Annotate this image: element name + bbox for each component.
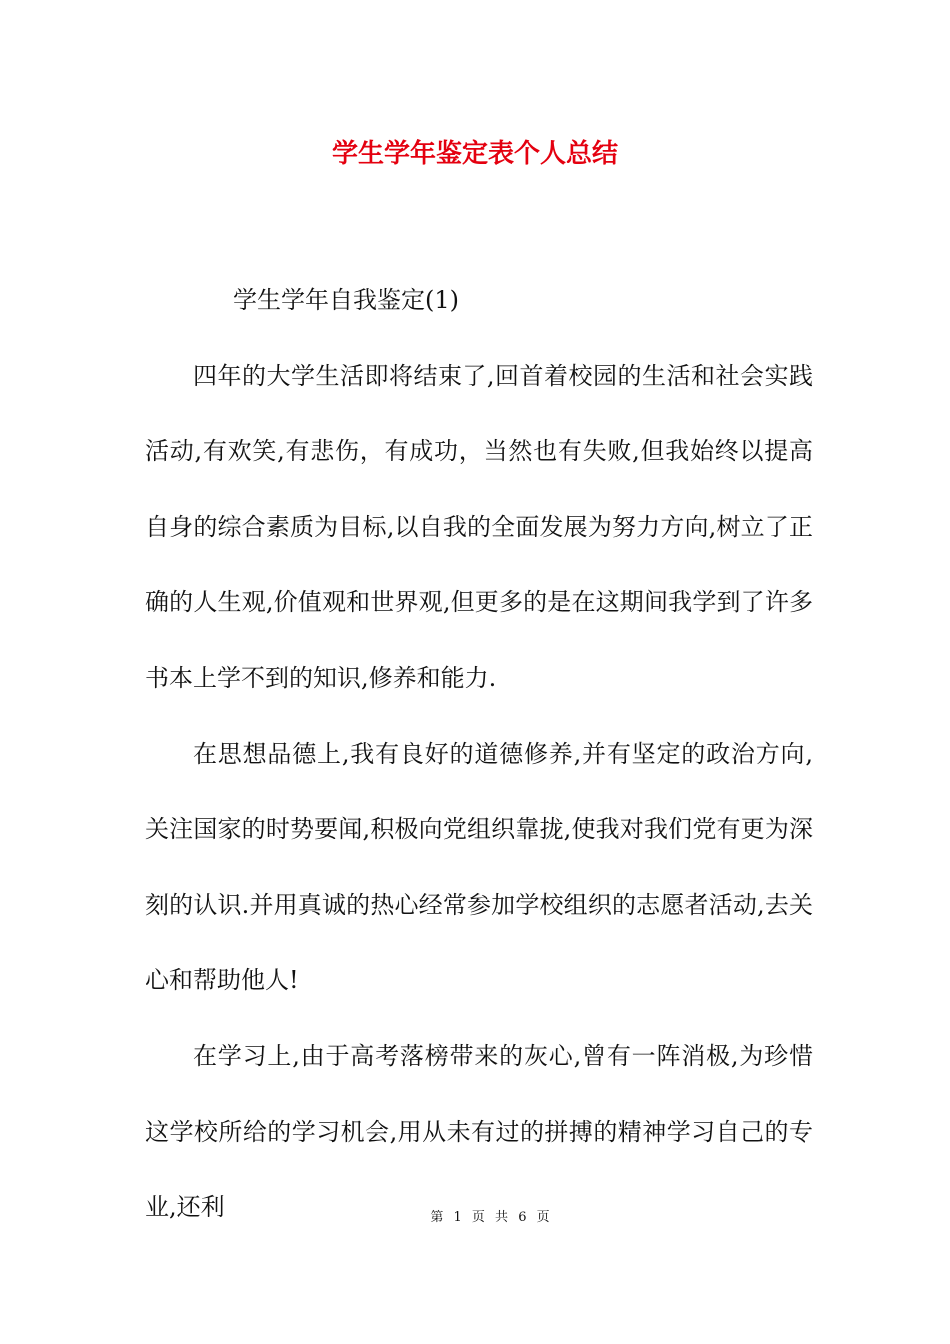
document-body bbox=[145, 263, 813, 1246]
document-title: 学生学年鉴定表个人总结 bbox=[331, 139, 618, 169]
section-subtitle: 学生学年自我鉴定(1) bbox=[233, 286, 459, 314]
page-number-footer: 第 1 页 共 6 页 bbox=[430, 1210, 550, 1225]
paragraph: 在思想品德上,我有良好的道德修养,并有坚定的政治方向,关注国家的时势要闻,积极向党组织靠拢,使我对我们党有更为深刻的认识.并用真诚的热心经常参加学校组织的志愿者活动,去关心和帮助他人! bbox=[145, 739, 813, 995]
paragraph: 在学习上,由于高考落榜带来的灰心,曾有一阵消极,为珍惜这学校所给的学习机会,用从未有过的拼搏的精神学习自己的专业,还利 bbox=[145, 1041, 813, 1222]
paragraph: 四年的大学生活即将结束了,回首着校园的生活和社会实践活动,有欢笑,有悲伤，有成功，当然也有失败,但我始终以提高自身的综合素质为目标,以自我的全面发展为努力方向,树立了正确的人生观,价值观和世界观,但更多的是在这期间我学到了许多书本上学不到的知识,修养和能力. bbox=[145, 361, 813, 692]
